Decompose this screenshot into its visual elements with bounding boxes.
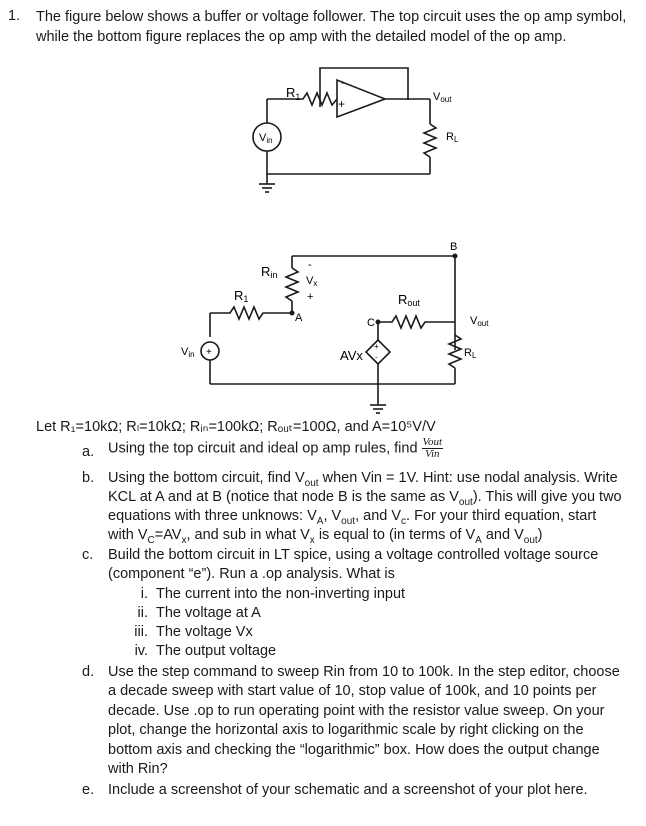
part-c-ii-label: ii.	[137, 605, 148, 621]
node-b-label: B	[450, 241, 458, 253]
question-intro: The figure below shows a buffer or voltage follower. The top circuit uses the op amp symbol, while the bottom figure replaces the op amp with the detailed model of the op amp.	[36, 9, 627, 45]
part-d-line-5: bottom axis and checking the “logarithmic” box. How does the output change	[108, 742, 600, 758]
part-c-label: c.	[82, 547, 94, 563]
part-e-text: Include a screenshot of your schematic and a screenshot of your plot here.	[108, 782, 588, 798]
r1-resistor	[267, 93, 337, 105]
part-c-iv-text: The output voltage	[156, 643, 277, 659]
part-a-label: a.	[82, 444, 95, 460]
dep-source-plus: +	[374, 342, 379, 351]
r1-resistor-bottom	[210, 307, 292, 319]
part-b-line-1: Using the bottom circuit, find $V_{out}$ when Vin = 1V. Hint: use nodal analysis. Write	[108, 470, 618, 489]
bottom-circuit-diagram	[0, 230, 646, 430]
minus-sign: -	[341, 77, 345, 89]
plus-sign: +	[338, 97, 346, 111]
question-number: 1.	[8, 8, 21, 24]
rout-resistor	[378, 316, 455, 328]
vin-label-bottom: Vin	[181, 346, 195, 359]
givens-text: Let R₁=10kΩ; Rₗ=10kΩ; Rᵢₙ=100kΩ; Rₒᵤₜ=100Ω, and A=10⁵V/V	[36, 419, 436, 435]
node-a-dot	[290, 311, 295, 316]
rl-resistor	[424, 124, 436, 157]
part-b-line-4: with $V_C=AV_x$, and sub in what $V_x$ is equal to (in terms of $V_A$ and $V_{out}$)	[108, 527, 543, 546]
part-b-label: b.	[82, 470, 95, 486]
vout-over-vin-fraction: $\frac{\text{Vout}}{\text{Vin}}$	[422, 436, 443, 460]
rl-label: RL	[446, 131, 459, 144]
part-d-line-2: a decade sweep with start value of 10, stop value of 100k, and 10 points per	[108, 683, 597, 699]
dep-source-minus: -	[375, 353, 378, 362]
part-c-i-label: i.	[140, 586, 148, 602]
part-c-i-text: The current into the non-inverting input	[156, 586, 406, 602]
part-d-line-3: decade. Use .op to run operating point with the resistor value sweep. On your	[108, 703, 605, 719]
vin-source-plus: +	[206, 347, 212, 358]
vx-plus: +	[307, 291, 314, 303]
vout-label-bottom: Vout	[470, 315, 489, 328]
rl-label-bottom: RL	[464, 347, 477, 360]
part-a-text: Using the top circuit and ideal op amp rules, find $\frac{\text{Vout}}{\text{Vin}}$	[108, 436, 443, 460]
part-c-iii-text: The voltage Vx	[156, 624, 253, 640]
avx-label: AVx	[340, 348, 363, 363]
r1-label: $R_1$	[286, 85, 301, 102]
part-d-line-1: Use the step command to sweep Rin from 10 to 100k. In the step editor, choose	[108, 664, 620, 680]
rin-resistor	[286, 268, 298, 301]
part-b-line-2: KCL at A and at B (notice that node B is the same as $V_{out}$). This will give you two	[108, 489, 622, 508]
node-c-dot	[376, 320, 381, 325]
part-e-label: e.	[82, 782, 95, 798]
rout-label: Rout	[398, 292, 420, 308]
node-a-label: A	[295, 312, 303, 324]
part-d-label: d.	[82, 664, 95, 680]
part-c-line-2: (component “e”). Run a .op analysis. What is	[108, 566, 395, 582]
vin-label: Vin	[259, 132, 273, 145]
node-c-label: C	[367, 317, 375, 329]
r1-label-bottom: R1	[234, 288, 249, 304]
node-b-dot	[453, 254, 458, 259]
part-c-line-1: Build the bottom circuit in LT spice, using a voltage controlled voltage source	[108, 547, 599, 563]
feedback-wire	[320, 68, 408, 107]
vout-label: Vout	[433, 91, 452, 104]
vx-label: Vx	[306, 275, 318, 288]
part-c-iii-label: iii.	[134, 624, 148, 640]
part-c-iv-label: iv.	[134, 643, 148, 659]
part-d-line-4: plot, change the horizontal axis to logarithmic scale by right clicking on the	[108, 722, 584, 738]
part-c-ii-text: The voltage at A	[156, 605, 261, 621]
vx-minus: -	[308, 259, 312, 271]
part-d-line-6: with Rin?	[108, 761, 168, 777]
part-b-line-3: equations with three unknows: $V_A$, $V_{out}$, and $V_c$. For your third equation, start	[108, 508, 597, 527]
rin-label: Rin	[261, 264, 278, 280]
